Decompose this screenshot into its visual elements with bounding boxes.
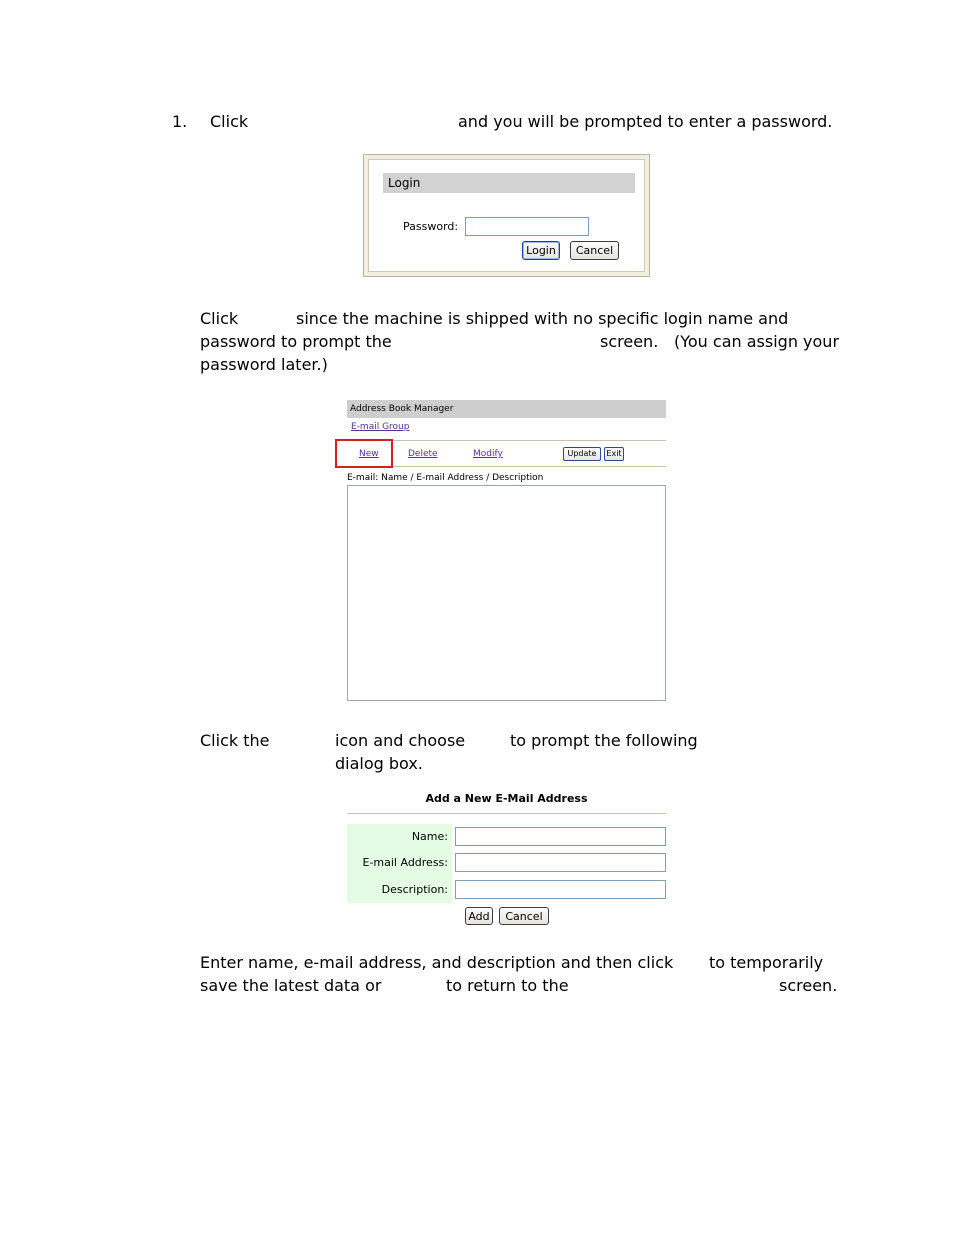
para2-line1: since the machine is shipped with no specific login name and (296, 309, 789, 328)
password-label: Password: (403, 220, 459, 233)
new-email-dialog-title: Add a New E-Mail Address (425, 792, 588, 805)
para2-line2b: screen. (600, 332, 659, 351)
para3-to-prompt: to prompt the following (510, 731, 698, 750)
description-label: Description: (381, 883, 448, 896)
para3-dialog-box: dialog box. (335, 754, 423, 773)
email-address-field[interactable] (455, 853, 666, 872)
para2-line2a: password to prompt the (200, 332, 392, 351)
update-button[interactable]: Update (563, 447, 601, 461)
description-field[interactable] (455, 880, 666, 899)
name-field[interactable] (455, 827, 666, 846)
step1-text: and you will be prompted to enter a password. (458, 112, 833, 131)
para4-line1a: Enter name, e-mail address, and description and then click (200, 953, 674, 972)
login-button[interactable]: Login (522, 241, 560, 260)
para3-icon-and-choose: icon and choose (335, 731, 466, 750)
para2-line2c: (You can assign your (674, 332, 840, 351)
email-list[interactable] (347, 485, 666, 701)
email-group-link[interactable]: E-mail Group (351, 422, 410, 432)
para2-click: Click (200, 309, 239, 328)
delete-link[interactable]: Delete (408, 449, 438, 459)
exit-button[interactable]: Exit (604, 447, 624, 461)
email-address-label: E-mail Address: (362, 856, 448, 869)
new-link[interactable]: New (359, 449, 379, 459)
new-email-cancel-button[interactable]: Cancel (499, 907, 549, 925)
divider (347, 466, 666, 467)
divider (347, 813, 666, 814)
login-dialog-title: Login (383, 173, 635, 193)
para4-line2a: save the latest data or (200, 976, 382, 995)
password-field[interactable] (465, 217, 589, 236)
para4-line2c: screen. (779, 976, 838, 995)
new-highlight-box (335, 439, 393, 468)
para4-line1b: to temporarily (709, 953, 824, 972)
divider (347, 440, 666, 441)
modify-link[interactable]: Modify (473, 449, 503, 459)
list-header: E-mail: Name / E-mail Address / Description (347, 473, 544, 483)
step1-click: Click (210, 112, 249, 131)
login-cancel-button[interactable]: Cancel (570, 241, 619, 260)
name-label: Name: (411, 830, 448, 843)
address-book-title: Address Book Manager (347, 400, 666, 418)
para3-click-the: Click the (200, 731, 270, 750)
para4-line2b: to return to the (446, 976, 569, 995)
para2-line3: password later.) (200, 355, 328, 374)
add-button[interactable]: Add (465, 907, 493, 925)
new-email-label-column (347, 824, 452, 903)
address-book-manager (347, 400, 666, 701)
step-number: 1. (172, 112, 188, 131)
